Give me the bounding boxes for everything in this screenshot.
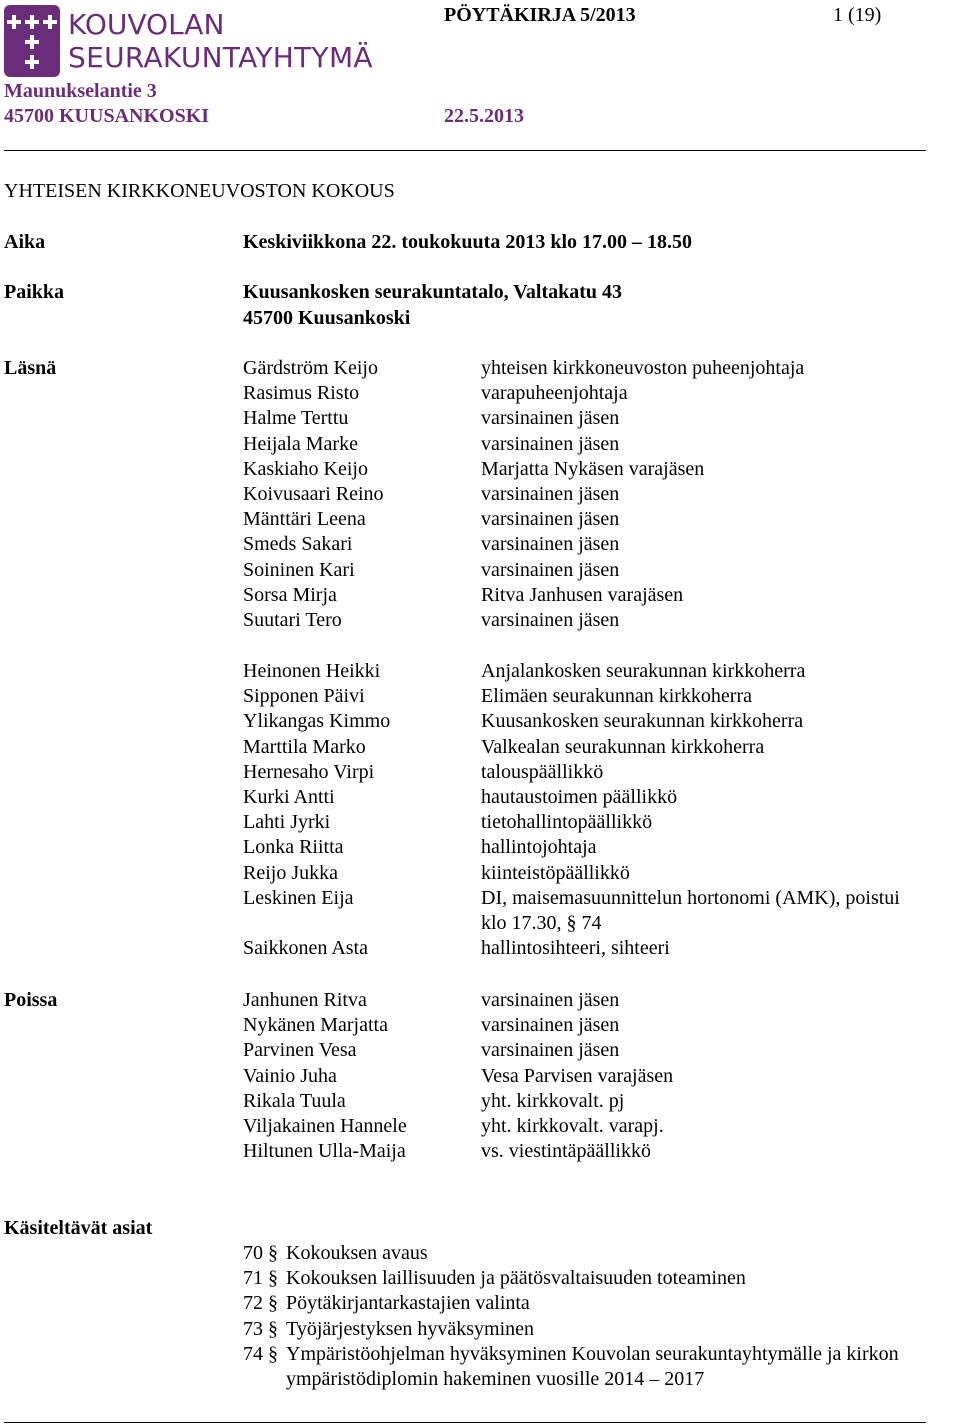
place-label: Paikka (4, 281, 65, 303)
address-street: Maunukselantie 3 (4, 80, 157, 102)
person-role: Valkealan seurakunnan kirkkoherra (481, 735, 765, 758)
logo-text-seurakuntayhtyma: SEURAKUNTAYHTYMÄ (68, 41, 373, 74)
organization-logo (4, 3, 414, 83)
person-name: Janhunen Ritva (243, 989, 367, 1011)
person-role: varsinainen jäsen (481, 1039, 620, 1062)
person-role: DI, maisemasuunnittelun hortonomi (AMK), poistui (481, 886, 900, 909)
agenda-item-text: Työjärjestyksen hyväksyminen (286, 1317, 534, 1340)
person-name: Lonka Riitta (243, 836, 344, 859)
person-name: Vainio Juha (243, 1064, 337, 1087)
agenda-label: Käsiteltävät asiat (4, 1217, 153, 1239)
person-role: tietohallintopäällikkö (481, 811, 653, 834)
agenda-item-number: 71 § (243, 1267, 278, 1290)
person-role: Anjalankosken seurakunnan kirkkoherra (481, 660, 806, 682)
person-role: varsinainen jäsen (481, 432, 620, 455)
person-name: Ylikangas Kimmo (243, 710, 391, 733)
person-role: varsinainen jäsen (481, 483, 620, 505)
person-role: Ritva Janhusen varajäsen (481, 583, 684, 606)
meeting-title: YHTEISEN KIRKKONEUVOSTON KOKOUS (4, 180, 395, 202)
person-name: Sorsa Mirja (243, 583, 337, 606)
agenda-item-text-continued: ympäristödiplomin hakeminen vuosille 2014 – 2017 (286, 1368, 705, 1390)
agenda-item-text: Ympäristöohjelman hyväksyminen Kouvolan seurakuntayhtymälle ja kirkon (286, 1342, 899, 1365)
person-name: Leskinen Eija (243, 886, 354, 909)
place-line1: Kuusankosken seurakuntatalo, Valtakatu 43 (243, 281, 623, 303)
person-name: Smeds Sakari (243, 533, 353, 556)
person-name: Marttila Marko (243, 735, 366, 758)
person-role: Elimäen seurakunnan kirkkoherra (481, 685, 753, 708)
page-number: 1 (19) (833, 4, 882, 26)
crosses-emblem-icon (4, 5, 60, 77)
person-role: yhteisen kirkkoneuvoston puheenjohtaja (481, 357, 805, 379)
person-role: hallintojohtaja (481, 836, 597, 859)
agenda-item-number: 74 § (243, 1342, 278, 1365)
person-name: Parvinen Vesa (243, 1039, 357, 1062)
person-role: hallintosihteeri, sihteeri (481, 937, 670, 960)
person-name: Saikkonen Asta (243, 937, 368, 960)
person-name: Nykänen Marjatta (243, 1014, 388, 1037)
person-role: varsinainen jäsen (481, 407, 620, 430)
place-line2: 45700 Kuusankoski (243, 307, 411, 329)
agenda-item-number: 72 § (243, 1292, 278, 1315)
agenda-item-text: Kokouksen avaus (286, 1242, 428, 1264)
person-name: Hiltunen Ulla-Maija (243, 1140, 406, 1163)
person-role: Vesa Parvisen varajäsen (481, 1064, 674, 1087)
person-role: hautaustoimen päällikkö (481, 786, 678, 808)
person-name: Lahti Jyrki (243, 811, 331, 834)
person-name: Hernesaho Virpi (243, 760, 375, 783)
person-name: Gärdström Keijo (243, 357, 378, 379)
person-role-continued: klo 17.30, § 74 (481, 912, 602, 934)
person-name: Reijo Jukka (243, 861, 338, 884)
person-role: Kuusankosken seurakunnan kirkkoherra (481, 710, 804, 733)
person-name: Heinonen Heikki (243, 660, 381, 682)
person-name: Mänttäri Leena (243, 508, 366, 531)
person-name: Kurki Antti (243, 786, 335, 808)
time-value: Keskiviikkona 22. toukokuuta 2013 klo 17.00 – 18.50 (243, 231, 692, 253)
person-name: Rikala Tuula (243, 1089, 346, 1112)
person-name: Kaskiaho Keijo (243, 457, 368, 480)
person-name: Sipponen Päivi (243, 685, 365, 708)
person-name: Heijala Marke (243, 432, 358, 455)
document-date: 22.5.2013 (444, 105, 524, 127)
person-role: Marjatta Nykäsen varajäsen (481, 457, 705, 480)
person-name: Halme Terttu (243, 407, 349, 430)
logo-text-kouvolan: KOUVOLAN (68, 8, 225, 41)
person-role: varsinainen jäsen (481, 533, 620, 556)
person-role: varapuheenjohtaja (481, 382, 628, 405)
agenda-item-number: 70 § (243, 1242, 278, 1264)
person-name: Soininen Kari (243, 558, 355, 581)
person-role: vs. viestintäpäällikkö (481, 1140, 651, 1163)
person-role: yht. kirkkovalt. varapj. (481, 1115, 664, 1137)
present-label: Läsnä (4, 357, 57, 379)
person-name: Suutari Tero (243, 609, 342, 631)
agenda-item-text: Pöytäkirjantarkastajien valinta (286, 1292, 530, 1315)
person-role: kiinteistöpäällikkö (481, 861, 630, 884)
person-role: yht. kirkkovalt. pj (481, 1089, 625, 1112)
person-role: varsinainen jäsen (481, 989, 620, 1011)
time-label: Aika (4, 231, 46, 253)
person-role: talouspäällikkö (481, 760, 604, 783)
person-role: varsinainen jäsen (481, 508, 620, 531)
person-role: varsinainen jäsen (481, 609, 620, 631)
person-role: varsinainen jäsen (481, 558, 620, 581)
document-title: PÖYTÄKIRJA 5/2013 (444, 4, 636, 26)
agenda-item-number: 73 § (243, 1317, 278, 1340)
person-name: Viljakainen Hannele (243, 1115, 407, 1137)
footer-divider (4, 1422, 926, 1423)
person-name: Koivusaari Reino (243, 483, 384, 505)
address-city: 45700 KUUSANKOSKI (4, 105, 210, 127)
person-name: Rasimus Risto (243, 382, 360, 405)
agenda-item-text: Kokouksen laillisuuden ja päätösvaltaisuuden toteaminen (286, 1267, 746, 1290)
absent-label: Poissa (4, 989, 58, 1011)
header-divider (4, 150, 926, 151)
person-role: varsinainen jäsen (481, 1014, 620, 1037)
